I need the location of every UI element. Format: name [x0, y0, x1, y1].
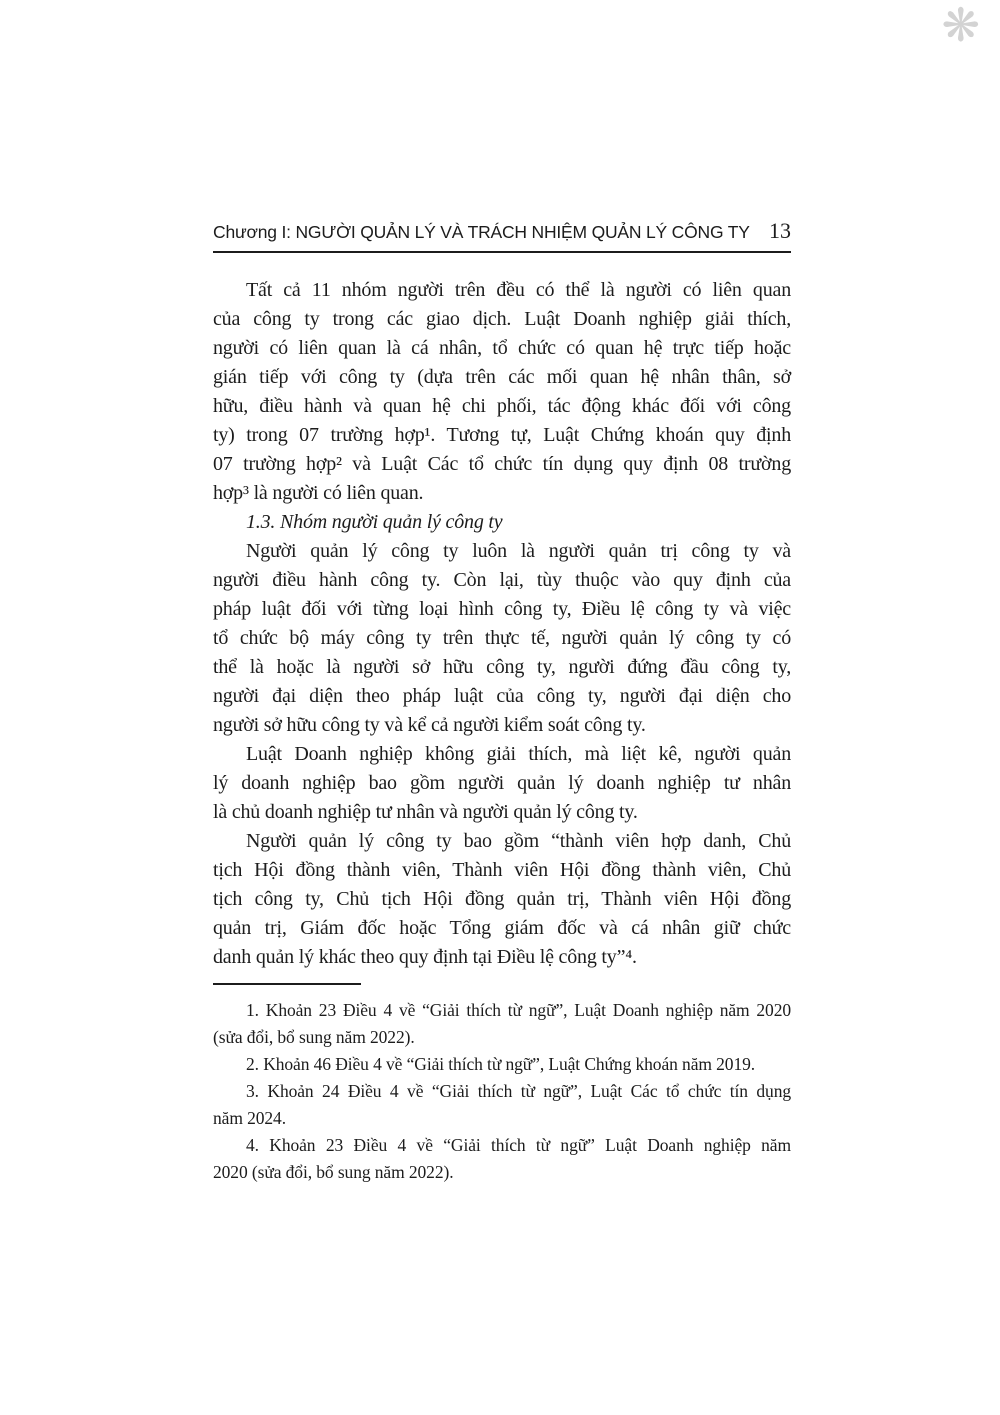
flower-icon: ❋: [941, 0, 980, 52]
body-text-line: người đại diện theo pháp luật của công ty, người đại diện cho: [213, 685, 791, 707]
running-header: [213, 218, 791, 253]
footnote-line: 1. Khoản 23 Điều 4 về “Giải thích từ ngữ”, Luật Doanh nghiệp năm 2020: [246, 1000, 791, 1020]
body-text-line: pháp luật đối với từng loại hình công ty, Điều lệ công ty và việc: [213, 598, 791, 620]
footnote-line: (sửa đổi, bổ sung năm 2022).: [213, 1027, 415, 1047]
body-text-line: Luật Doanh nghiệp không giải thích, mà liệt kê, người quản: [246, 743, 791, 765]
body-text-line: Tất cả 11 nhóm người trên đều có thể là người có liên quan: [246, 279, 791, 301]
body-paragraphs: [213, 276, 791, 972]
footnote-line: 3. Khoản 24 Điều 4 về “Giải thích từ ngữ”, Luật Các tổ chức tín dụng: [246, 1081, 791, 1101]
body-text-line: gián tiếp với công ty (dựa trên các mối quan hệ nhân thân, sở: [213, 366, 791, 388]
body-text-line: thể là hoặc là người sở hữu công ty, người đứng đầu công ty,: [213, 656, 791, 678]
footnote-separator: [213, 983, 361, 985]
body-text-line: 07 trường hợp² và Luật Các tổ chức tín dụng quy định 08 trường: [213, 453, 791, 475]
body-text-line: người điều hành công ty. Còn lại, tùy thuộc vào quy định của: [213, 569, 791, 591]
body-text-line: danh quản lý khác theo quy định tại Điều lệ công ty”⁴.: [213, 946, 637, 968]
body-text-line: quản trị, Giám đốc hoặc Tổng giám đốc và cá nhân giữ chức: [213, 917, 791, 939]
body-text-line: người có liên quan là cá nhân, tổ chức có quan hệ trực tiếp hoặc: [213, 337, 791, 359]
section-heading: 1.3. Nhóm người quản lý công ty: [246, 511, 503, 533]
body-text-line: tổ chức bộ máy công ty trên thực tế, người quản lý công ty có: [213, 627, 791, 649]
footnotes: [213, 997, 791, 1186]
footnote-line: năm 2024.: [213, 1108, 286, 1128]
page-number: 13: [769, 218, 791, 243]
chapter-title: Chương I: NGƯỜI QUẢN LÝ VÀ TRÁCH NHIỆM QUẢN LÝ CÔNG TY: [213, 222, 750, 242]
footnote-line: 2020 (sửa đổi, bổ sung năm 2022).: [213, 1162, 454, 1182]
body-text-line: hữu, điều hành và quan hệ chi phối, tác động khác đối với công: [213, 395, 791, 417]
body-text-line: tịch công ty, Chủ tịch Hội đồng quản trị, Thành viên Hội đồng: [213, 888, 791, 910]
page-content: [213, 218, 791, 1186]
body-text-line: Người quản lý công ty luôn là người quản trị công ty và: [246, 540, 791, 562]
footnote-line: 2. Khoản 46 Điều 4 về “Giải thích từ ngữ”, Luật Chứng khoán năm 2019.: [246, 1054, 756, 1074]
body-text-line: tịch Hội đồng thành viên, Thành viên Hội đồng thành viên, Chủ: [213, 859, 791, 881]
body-text-line: người sở hữu công ty và kể cả người kiểm soát công ty.: [213, 714, 646, 736]
body-text-line: ty) trong 07 trường hợp¹. Tương tự, Luật Chứng khoán quy định: [213, 424, 791, 446]
body-text-line: của công ty trong các giao dịch. Luật Doanh nghiệp giải thích,: [213, 308, 791, 330]
body-text-line: lý doanh nghiệp bao gồm người quản lý doanh nghiệp tư nhân: [213, 772, 791, 794]
body-text-line: Người quản lý công ty bao gồm “thành viên hợp danh, Chủ: [246, 830, 791, 852]
body-text-line: là chủ doanh nghiệp tư nhân và người quản lý công ty.: [213, 801, 638, 823]
footnote-line: 4. Khoản 23 Điều 4 về “Giải thích từ ngữ” Luật Doanh nghiệp năm: [246, 1135, 791, 1155]
body-text-line: hợp³ là người có liên quan.: [213, 482, 424, 504]
